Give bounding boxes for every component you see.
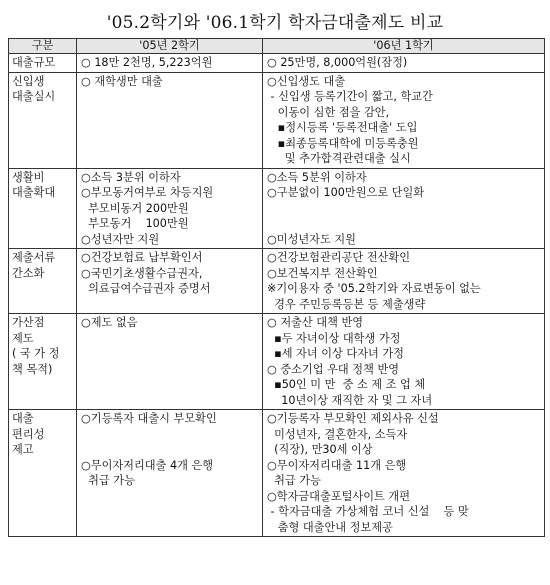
category-cell [9,168,77,249]
2006-cell [263,54,545,73]
cell-line: ○국민기초생활수급권자, [81,266,203,280]
document-simplification-row [9,249,545,314]
bonus-point-row [9,314,545,410]
table-body [9,54,545,537]
category-label: 생활비 [12,170,45,184]
cell-line: 10년이상 재직한 자 및 그 자녀 [267,393,433,407]
category-cell [9,314,77,410]
cell-line: ○기등록자 대출시 부모확인 [81,412,217,425]
cell-line: 경우 주민등록등본 등 제출생략 [267,297,426,311]
category-label: 편리성 [12,427,45,441]
living-expense-row [9,168,545,249]
loan-scale-row [9,54,545,73]
freshman-loan-row [9,72,545,168]
cell-line: 취급 가능 [81,474,135,487]
category-label: 제도 [12,331,34,345]
2006-cell [263,72,545,168]
cell-line: ○건강보험관리공단 전산확인 [267,251,411,264]
cell-line: ▪정시등록 '등록전대출' 도입 [267,121,418,134]
category-cell [9,54,77,73]
cell-line: ○ 중소기업 우대 정책 반영 [267,362,400,376]
header-2006-first-semester: '06년 1학기 [263,39,545,54]
2006-cell [263,249,545,314]
cell-line: ○미성년자도 지원 [267,232,356,246]
cell-line: ○건강보험료 납부확인서 [81,251,203,264]
cell-line: 춤형 대출안내 정보제공 [267,520,393,534]
category-label: 대출 [12,412,34,425]
cell-line: ※기이용자 중 '05.2학기와 자료변동이 없는 [267,282,481,295]
2005-cell [77,249,263,314]
cell-line: ○신입생도 대출 [267,74,346,88]
cell-line: ○ 재학생만 대출 [81,74,163,88]
2005-cell [77,410,263,537]
header-category: 구분 [9,39,77,54]
cell-line: ○ 18만 2천명, 5,223억원 [81,56,213,69]
table-header-row [9,39,545,54]
cell-line: ○제도 없음 [81,316,138,329]
2005-cell [77,54,263,73]
comparison-table [8,38,545,537]
cell-line: ○무이자저리대출 11개 은행 [267,458,407,472]
cell-line: ○ 25만명, 8,000억원(잠정) [267,56,408,69]
cell-line: 이동이 심한 점을 감안, [267,105,390,119]
cell-line: ▪50인 미 만 중 소 제 조 업 체 [267,378,426,391]
2005-cell [77,168,263,249]
category-cell [9,410,77,537]
2006-cell [263,314,545,410]
document-title: '05.2학기와 '06.1학기 학자금대출제도 비교 [106,13,444,33]
header-2005-second-semester: '05년 2학기 [77,39,263,54]
cell-line: ○부모동거여부로 차등지원 [81,186,214,199]
category-cell [9,249,77,314]
cell-line: ○ 저출산 대책 반영 [267,316,364,329]
cell-line: ▪두 자녀이상 대학생 가정 [267,331,401,345]
cell-line: 및 추가합격관련대출 실시 [267,152,411,165]
category-label: ( 국 가 정 [12,347,60,360]
cell-line: ▪최종등록대학에 미등록충원 [267,136,419,150]
cell-line: 부모동거 100만원 [81,217,189,230]
cell-line: ○소득 5분위 이하자 [267,170,367,184]
blank-line [81,427,258,443]
category-label: 제고 [12,443,34,456]
cell-line: - 신입생 등록기간이 짧고, 학교간 [267,90,433,103]
cell-line: 부모비동거 200만원 [81,201,189,215]
convenience-row [9,410,545,537]
category-label: 신입생 [12,74,45,88]
cell-line: 취급 가능 [267,474,321,487]
category-cell [9,72,77,168]
category-label: 가산점 [12,316,45,329]
2005-cell [77,314,263,410]
2005-cell [77,72,263,168]
blank-line [81,442,258,458]
cell-line: ○무이자저리대출 4개 은행 [81,458,214,472]
cell-line: ○학자금대출포털사이트 개편 [267,489,411,503]
cell-line: - 학자금대출 가상체험 코너 신설 등 맞 [267,505,469,518]
cell-line: ○기등록자 부모확인 제외사유 신설 [267,412,439,425]
blank-line [267,216,540,232]
cell-line: ○소득 3분위 이하자 [81,170,181,184]
category-label: 간소화 [12,266,45,280]
blank-line [267,201,540,217]
cell-line: ▪세 자녀 이상 다자녀 가정 [267,347,404,360]
cell-line: ○보건복지부 전산확인 [267,266,378,280]
category-label: 제출서류 [12,251,56,264]
cell-line: ○성년자만 지원 [81,232,160,246]
cell-line: ○구분없이 100만원으로 단일화 [267,186,425,199]
category-label: 책 목적) [12,362,53,376]
2006-cell [263,410,545,537]
cell-line: 의료급여수급권자 증명서 [81,282,211,295]
category-label: 대출확대 [12,186,56,199]
category-label: 대출실시 [12,90,56,103]
cell-line: 미성년자, 결혼한자, 소득자 [267,427,408,441]
2006-cell [263,168,545,249]
category-label: 대출규모 [12,56,56,69]
cell-line: (직장), 만30세 이상 [267,443,373,456]
